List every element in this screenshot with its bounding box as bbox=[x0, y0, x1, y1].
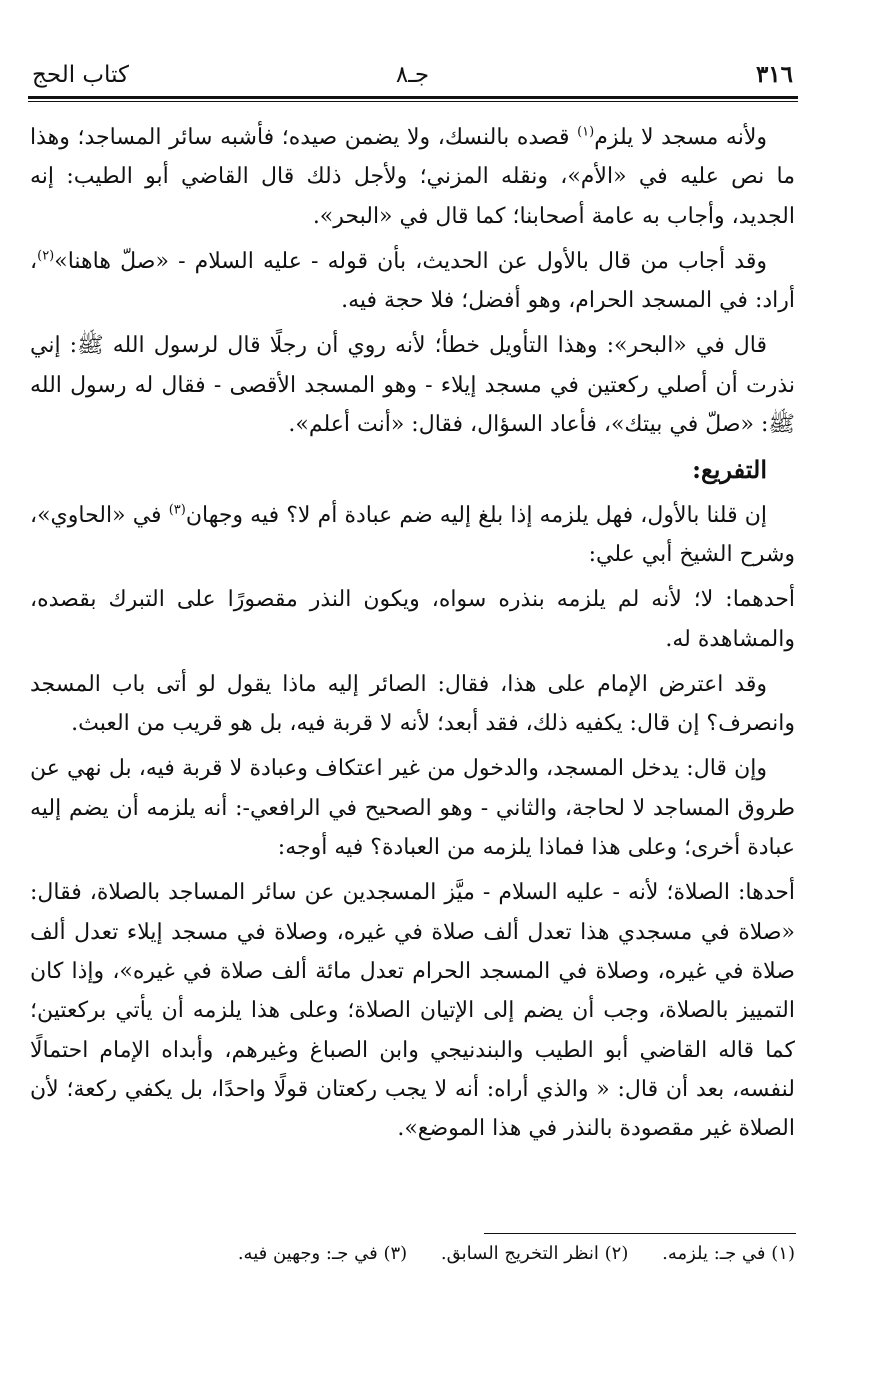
footnote-ref-1: (١) bbox=[577, 124, 595, 140]
book-title: كتاب الحج bbox=[32, 62, 129, 88]
volume-label: جـ٨ bbox=[395, 62, 430, 88]
header-rule-thick bbox=[28, 96, 798, 99]
footnote-separator bbox=[484, 1233, 796, 1234]
paragraph-5: أحدهما: لا؛ لأنه لم يلزمه بنذره سواه، ويكون النذر مقصورًا على التبرك بقصده، والمشاهدة له. bbox=[30, 587, 795, 652]
footnote-3: (٣) في جـ: وجهين فيه. bbox=[237, 1243, 408, 1264]
paragraph-6: وقد اعترض الإمام على هذا، فقال: الصائر إليه ماذا يقول لو أتى باب المسجد وانصرف؟ إن قال: يكفيه ذلك، فقد أبعد؛ لأنه لا قربة فيه، بل هو قريب من العبث. bbox=[30, 671, 795, 737]
paragraph-7: وإن قال: يدخل المسجد، والدخول من غير اعتكاف وعبادة لا قربة فيه، بل نهي عن طروق المساجد لا لحاجة، والثاني - وهو الصحيح في الرافعي-: أنه يلزمه أن يضم إليه عبادة أخرى؛ وعلى هذا فماذا يلزمه من العبادة؟ فيه أوجه: bbox=[30, 756, 795, 861]
paragraph-2: وقد أجاب من قال بالأول عن الحديث، بأن قوله - عليه السلام - «صلّ هاهنا»$^{(٢)}$، أراد: في المسجد الحرام، وهو أفضل؛ فلا حجة فيه. bbox=[30, 248, 795, 314]
footnote-1: (١) في جـ: يلزمه. bbox=[662, 1243, 795, 1264]
paragraph-4: إن قلنا بالأول، فهل يلزمه إذا بلغ إليه ضم عبادة أم لا؟ فيه وجهان$^{(٣)}$ في «الحاوي»، وشرح الشيخ أبي علي: bbox=[30, 502, 795, 567]
footnote-2: (٢) انظر التخريج السابق. bbox=[440, 1243, 629, 1264]
running-header bbox=[30, 58, 795, 92]
paragraph-1: ولأنه مسجد لا يلزم$^{(١)}$ قصده بالنسك، ولا يضمن صيده؛ فأشبه سائر المساجد؛ وهذا ما نص عليه في «الأم»، ونقله المزني؛ ولأجل ذلك قال القاضي أبو الطيب: إنه الجديد، وأجاب به عامة أصحابنا؛ كما قال في «البحر». bbox=[30, 124, 795, 229]
footnote-ref-3: (٣) bbox=[168, 502, 186, 518]
paragraph-3: قال في «البحر»: وهذا التأويل خطأ؛ لأنه روي أن رجلًا قال لرسول الله ﷺ: إني نذرت أن أصلي ركعتين في مسجد إيلاء - وهو المسجد الأقصى - فقال له رسول الله ﷺ: «صلّ في بيتك»، فأعاد السؤال، فقال: «أنت أعلم». bbox=[30, 333, 795, 438]
section-heading: التفريع: bbox=[692, 455, 767, 485]
footnote-ref-2: (٢) bbox=[37, 248, 55, 264]
main-text bbox=[30, 118, 795, 1154]
page-number: ٣١٦ bbox=[755, 61, 793, 88]
paragraph-8: أحدها: الصلاة؛ لأنه - عليه السلام - ميَّز المسجدين عن سائر المساجد بالصلاة، فقال: «صلاة في مسجدي هذا تعدل ألف صلاة في غيره، وصلاة في مسجد إيلاء تعدل ألف صلاة في غيره، وصلاة في المسجد الحرام تعدل مائة ألف صلاة في غيره»، وإذا كان التمييز بالصلاة، وجب أن يضم إلى الإتيان الصلاة؛ وعلى هذا يلزمه أن يأتي بركعتين؛ كما قاله القاضي أبو الطيب والبندنيجي وابن الصباغ وغيرهم، وأبداه الإمام احتمالًا لنفسه، بعد أن قال: « والذي أراه: أنه لا يجب ركعتان قولًا واحدًا، بل يكفي ركعة؛ لأن الصلاة غير مقصودة بالنذر في هذا الموضع». bbox=[30, 880, 795, 1142]
footnotes bbox=[30, 1240, 795, 1268]
header-rule-thin bbox=[28, 101, 798, 102]
